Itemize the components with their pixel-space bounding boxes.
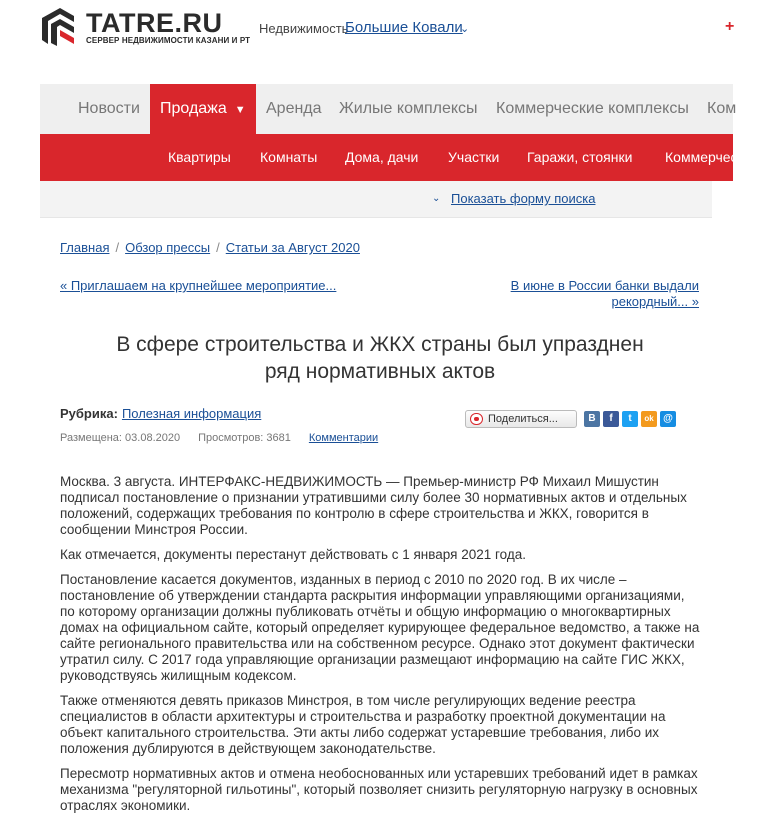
subnav-item-apartments[interactable]: Квартиры [168, 149, 231, 165]
article-paragraph: Пересмотр нормативных актов и отмена необоснованных или устаревших требований идет в рамках механизма "регуляторной гильотины", который позволяет снизить регуляторную нагрузку в основных отраслях экономики. [60, 766, 698, 813]
views-count: Просмотров: 3681 [198, 432, 291, 444]
next-article-line1: В июне в России банки выдали [510, 278, 699, 293]
subnav-item-commercial[interactable]: Коммерческая [665, 149, 759, 165]
mail-icon[interactable]: @ [660, 411, 676, 427]
tatre-logo-icon[interactable] [40, 6, 76, 46]
next-article-line2: рекордный... » [611, 294, 699, 309]
breadcrumb-home[interactable]: Главная [60, 240, 110, 255]
article-paragraph: Постановление касается документов, изданных в период с 2010 по 2020 год. В их числе – постановление об утверждении стандарта раскрытия информации управляющими организациями, по которому организации должны публиковать отчёты и общую информацию о многоквартирных домах на официальном сайте, который определяет курирующее федеральное ведомство, а также на сайте регионального правительства или на собственном ресурсе. Однако этот документ фактически утратил силу. С 2017 года управляющие организации размещают информацию на сайте ГИС ЖКХ, руководствуясь жилищным кодексом. [60, 572, 700, 683]
breadcrumb-separator: / [115, 240, 120, 255]
page-title [60, 331, 700, 385]
subnav-item-garages[interactable]: Гаражи, стоянки [527, 149, 633, 165]
next-article-link[interactable] [470, 278, 699, 310]
title-line1: В сфере строительства и ЖКХ страны был упразднен [116, 333, 644, 356]
odnoklassniki-icon[interactable]: ok [641, 411, 657, 427]
article-paragraph: Также отменяются девять приказов Минстроя, в том числе регулирующих ведение реестра специалистов в области архитектуры и строительства и разработку проектной документации на объект капитального строительства. Эти акты либо содержат устаревшие требования, либо их положения дублируются в действующем законодательстве. [60, 693, 666, 756]
breadcrumb-august-articles[interactable]: Статьи за Август 2020 [225, 240, 360, 255]
published-date: Размещена: 03.08.2020 [60, 432, 181, 444]
chevron-down-icon[interactable]: ⌄ [460, 23, 470, 35]
article-meta [60, 432, 378, 444]
vk-icon[interactable]: B [584, 411, 600, 427]
chevron-down-icon: ▼ [234, 104, 246, 116]
article-paragraph: Как отмечается, документы перестанут действовать с 1 января 2021 года. [60, 547, 526, 562]
rubric [60, 406, 261, 421]
article-body [60, 474, 700, 823]
article-paragraph: Москва. 3 августа. ИНТЕРФАКС-НЕДВИЖИМОСТЬ — Премьер-министр РФ Михаил Мишустин подписал постановление о признании утратившими силу более 30 нормативных актов и отдельных положений, содержащих требования по контролю в сфере строительства и ЖКХ, говорится в сообщении Минстроя России. [60, 474, 687, 537]
nav-item-more[interactable]: Ком [707, 100, 737, 117]
comments-link[interactable]: Комментарии [308, 432, 379, 444]
twitter-icon[interactable]: t [622, 411, 638, 427]
title-line2: ряд нормативных актов [264, 360, 496, 383]
subnav-item-land[interactable]: Участки [448, 149, 500, 165]
subnav-item-rooms[interactable]: Комнаты [260, 149, 318, 165]
share-button[interactable] [465, 410, 577, 428]
nav-item-residential-complexes[interactable]: Жилые комплексы [339, 100, 478, 117]
show-search-form-link[interactable]: Показать форму поиска [451, 191, 596, 206]
region-selector[interactable]: Большие Ковали [345, 19, 463, 36]
nav-item-rent[interactable]: Аренда [266, 100, 322, 117]
sub-nav [40, 134, 759, 181]
nav-item-commercial-complexes[interactable]: Коммерческие комплексы [496, 100, 689, 117]
breadcrumb-press-review[interactable]: Обзор прессы [125, 240, 211, 255]
breadcrumb [60, 240, 360, 255]
share-label: Поделиться... [488, 413, 558, 425]
prev-article-link[interactable]: « Приглашаем на крупнейшее мероприятие... [60, 278, 337, 293]
nav-item-sale[interactable] [150, 84, 256, 134]
breadcrumb-separator: / [216, 240, 220, 255]
logo-subtitle: СЕРВЕР НЕДВИЖИМОСТИ КАЗАНИ И РТ [86, 36, 251, 45]
site-header [0, 0, 733, 84]
facebook-icon[interactable]: f [603, 411, 619, 427]
logo-title[interactable]: TATRE.RU [86, 8, 223, 38]
nav-item-news[interactable]: Новости [78, 100, 140, 117]
region-label: Недвижимость [259, 21, 349, 36]
subnav-item-houses[interactable]: Дома, дачи [345, 149, 419, 165]
share-icon [470, 413, 483, 425]
main-nav [40, 84, 737, 134]
nav-item-label: Продажа [160, 100, 227, 117]
rubric-link[interactable]: Полезная информация [121, 406, 262, 421]
plus-icon[interactable]: + [725, 18, 735, 35]
chevron-down-icon[interactable]: ⌄ [432, 193, 441, 204]
rubric-label: Рубрика: [60, 406, 118, 421]
search-toggle-bar [40, 181, 712, 218]
